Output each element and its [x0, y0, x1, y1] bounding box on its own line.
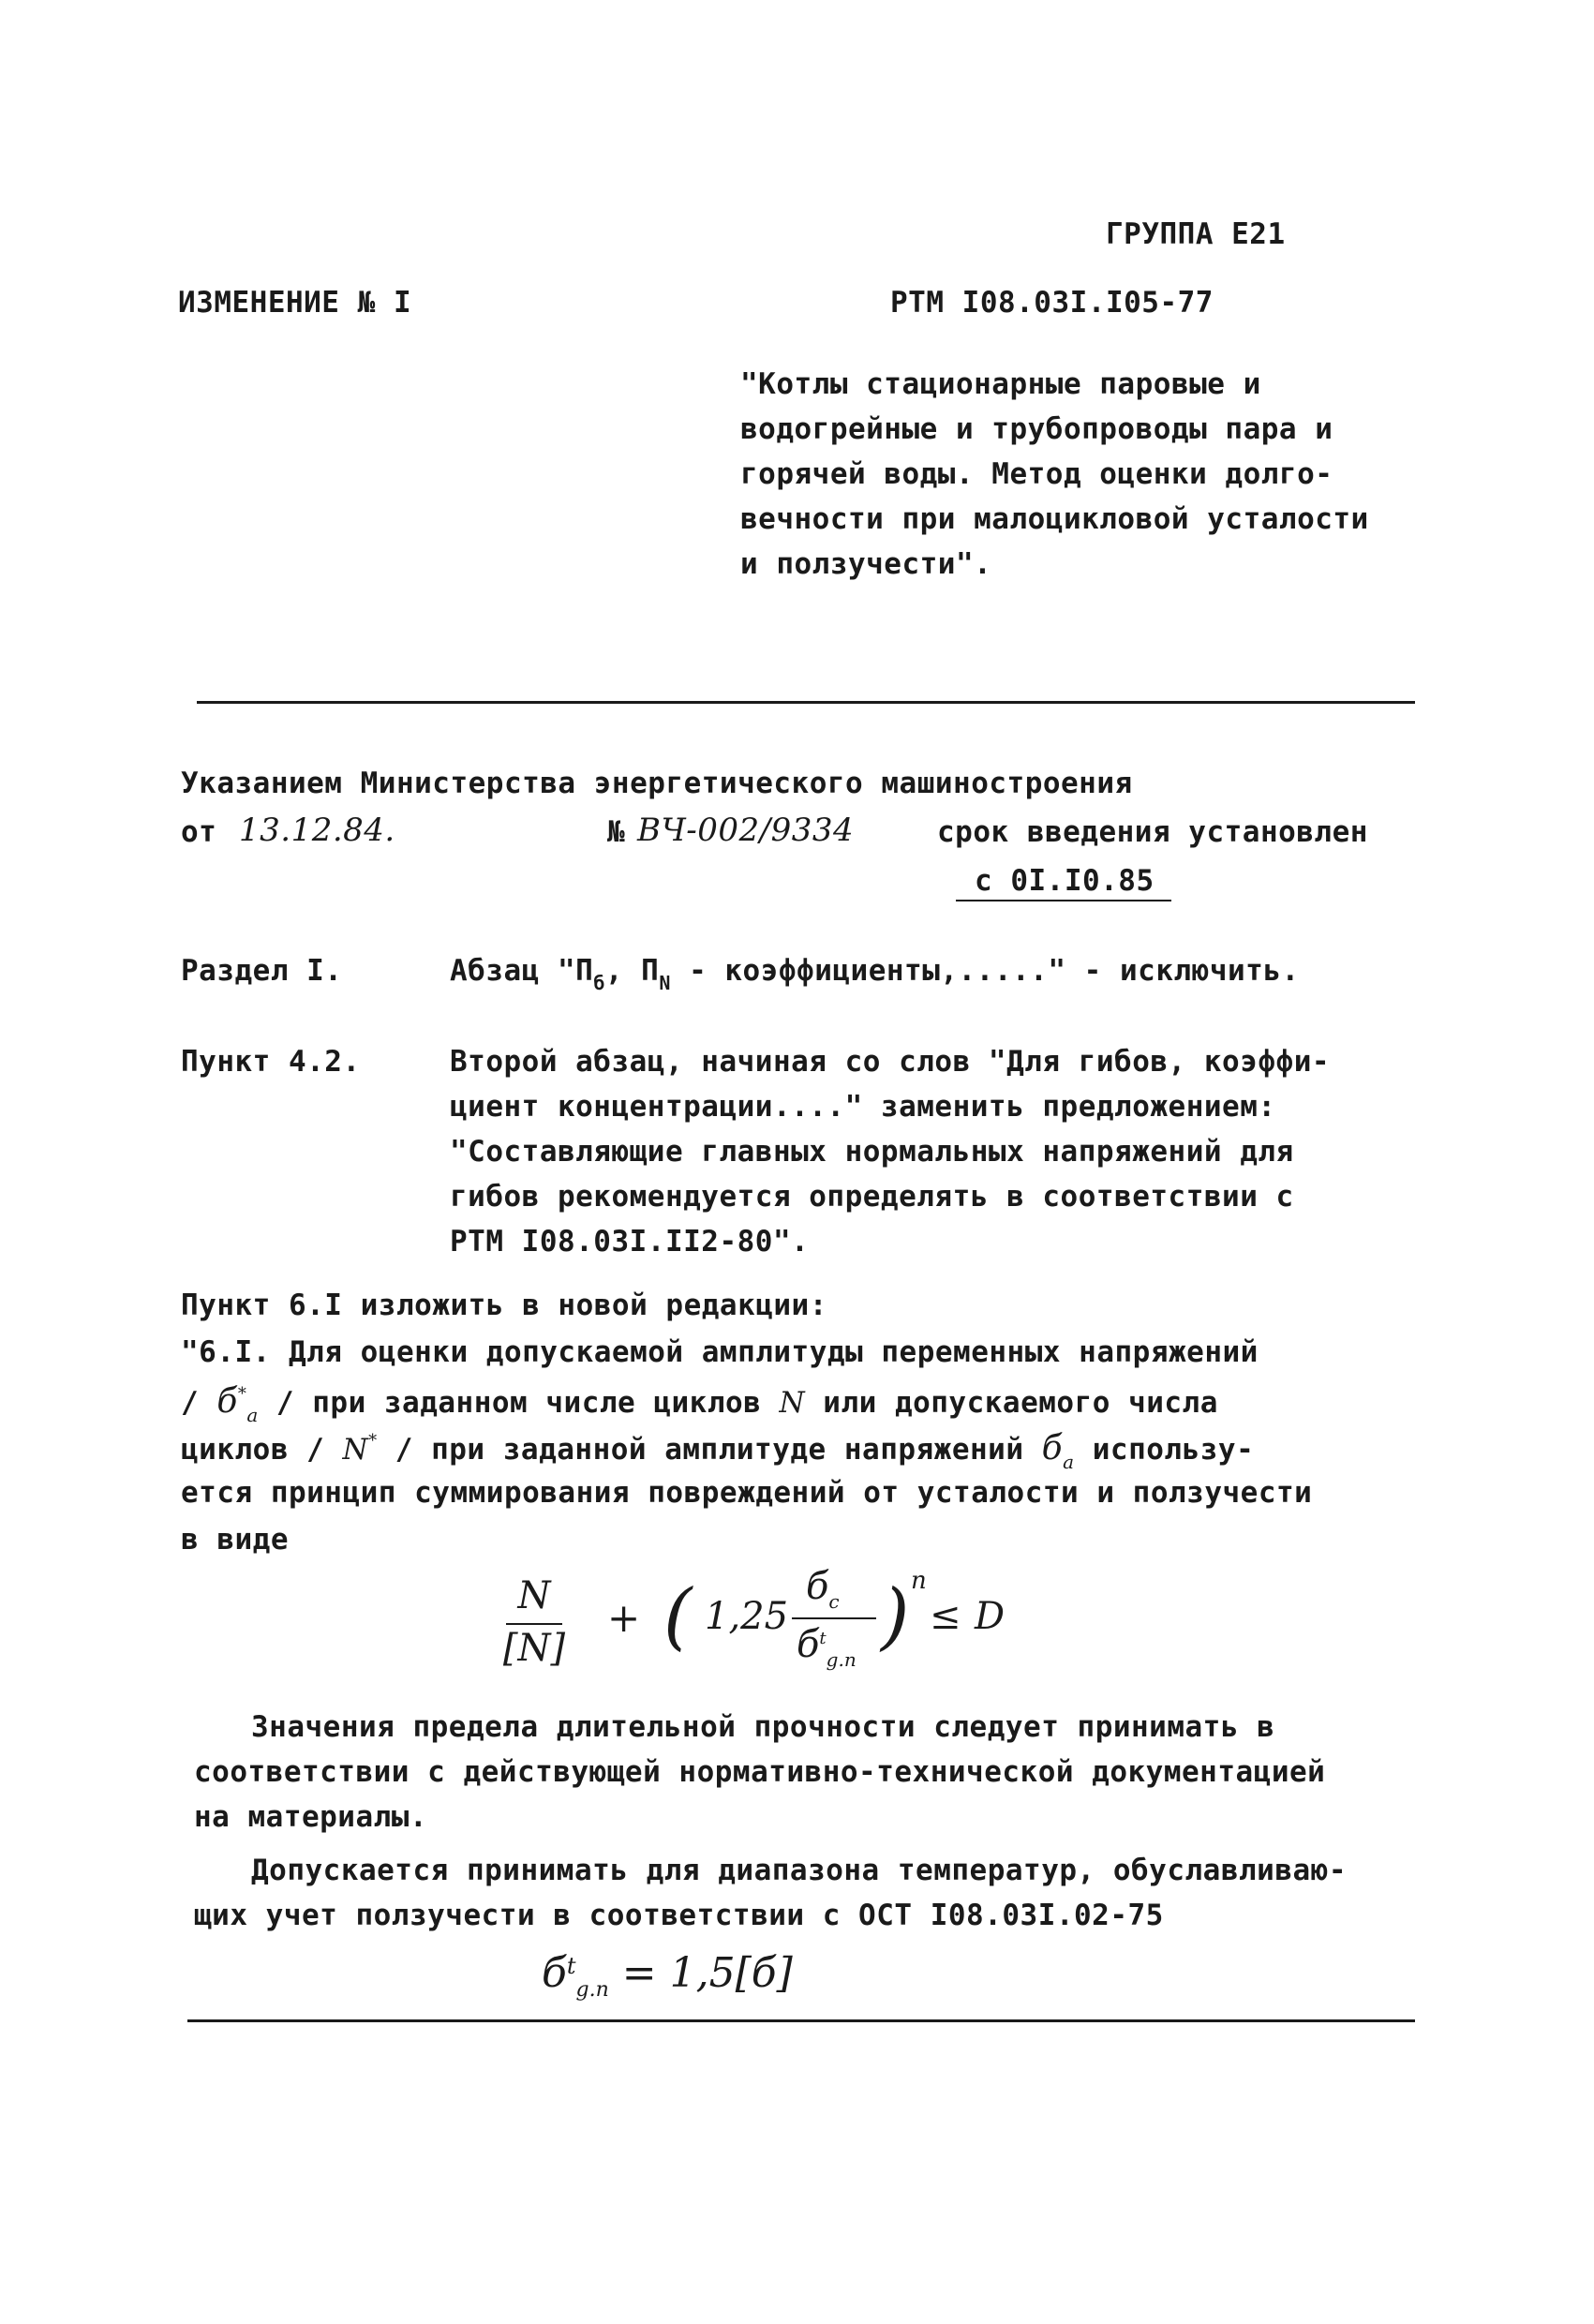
- change-number: ИЗМЕНЕНИЕ № I: [178, 286, 412, 320]
- formula-fraction-bar: [506, 1623, 562, 1625]
- group-code: ГРУППА Е21: [1106, 217, 1286, 251]
- divider-top: [197, 701, 1415, 704]
- title-line: водогрейные и трубопроводы пара и: [740, 412, 1333, 446]
- formula-inner-fraction-bar: [792, 1617, 876, 1619]
- formula-relation: ≤: [930, 1595, 961, 1638]
- long-term-strength-formula: $б^t_{g.n} = 1,5[б]$: [542, 1949, 793, 2002]
- point-4-2-line: гибов рекомендуется определять в соответствии с: [450, 1180, 1294, 1214]
- point-6-1-line: ется принцип суммирования повреждений от усталости и ползучести: [181, 1476, 1313, 1510]
- body-paragraph-line: Допускается принимать для диапазона температур, обуславливаю-: [251, 1854, 1347, 1887]
- formula-numerator: N: [517, 1574, 551, 1617]
- title-line: горячей воды. Метод оценки долго-: [740, 457, 1333, 491]
- body-paragraph-line: Значения предела длительной прочности следует принимать в: [251, 1710, 1275, 1744]
- body-paragraph-line: соответствии с действующей нормативно-технической документацией: [194, 1755, 1326, 1789]
- point-4-2-label: Пункт 4.2.: [181, 1045, 361, 1079]
- formula-denominator: [N]: [502, 1627, 566, 1670]
- point-4-2-line: Второй абзац, начиная со слов "Для гибов, коэффи-: [450, 1045, 1331, 1079]
- formula-inner-denominator: $б^t_{g.n}$: [797, 1623, 857, 1671]
- point-4-2-line: "Составляющие главных нормальных напряжений для: [450, 1135, 1294, 1169]
- decree-date: 13.12.84.: [239, 812, 395, 849]
- title-line: и ползучести".: [740, 547, 992, 581]
- formula-open-paren: (: [663, 1574, 693, 1659]
- point-4-2-line: циент концентрации...." заменить предложением:: [450, 1090, 1276, 1124]
- decree-line: Указанием Министерства энергетического машиностроения: [181, 767, 1133, 800]
- decree-from-label: от: [181, 815, 217, 849]
- formula-close-paren: ): [881, 1574, 910, 1659]
- divider-bottom: [187, 2019, 1415, 2022]
- formula-coefficient: 1,25: [705, 1595, 789, 1638]
- point-6-1-line: в виде: [181, 1523, 289, 1557]
- point-6-1-line: / $б^*_a$ / при заданном числе циклов N или допускаемого числа: [181, 1382, 1218, 1426]
- body-paragraph-line: на материалы.: [194, 1800, 428, 1834]
- decree-number: ВЧ-002/9334: [637, 812, 855, 849]
- point-6-1-line: циклов / N* / при заданной амплитуде напряжений $б_a$ использу-: [181, 1429, 1255, 1473]
- decree-term-text: срок введения установлен: [937, 815, 1368, 849]
- section-1-label: Раздел I.: [181, 954, 343, 988]
- formula-plus: +: [607, 1595, 641, 1641]
- decree-number-label: №: [607, 815, 626, 849]
- section-1-text: Абзац "$П_б$, $П_N$ - коэффициенты,....." - исключить.: [450, 954, 1300, 994]
- formula-rhs: D: [975, 1595, 1006, 1638]
- title-line: "Котлы стационарные паровые и: [740, 367, 1261, 401]
- point-4-2-line: РТМ I08.03I.II2-80".: [450, 1225, 810, 1259]
- formula-inner-numerator: $б_c$: [806, 1565, 840, 1613]
- title-line: вечности при малоцикловой усталости: [740, 502, 1369, 536]
- formula-exponent: n: [911, 1567, 927, 1595]
- point-6-1-intro: Пункт 6.I изложить в новой редакции:: [181, 1289, 827, 1322]
- effective-date: с 0I.I0.85: [975, 864, 1155, 898]
- body-paragraph-line: щих учет ползучести в соответствии с ОСТ I08.03I.02-75: [194, 1899, 1164, 1932]
- effective-date-underline: [956, 900, 1171, 901]
- point-6-1-line: "6.I. Для оценки допускаемой амплитуды переменных напряжений: [181, 1335, 1259, 1369]
- document-code: РТМ I08.03I.I05-77: [890, 286, 1214, 320]
